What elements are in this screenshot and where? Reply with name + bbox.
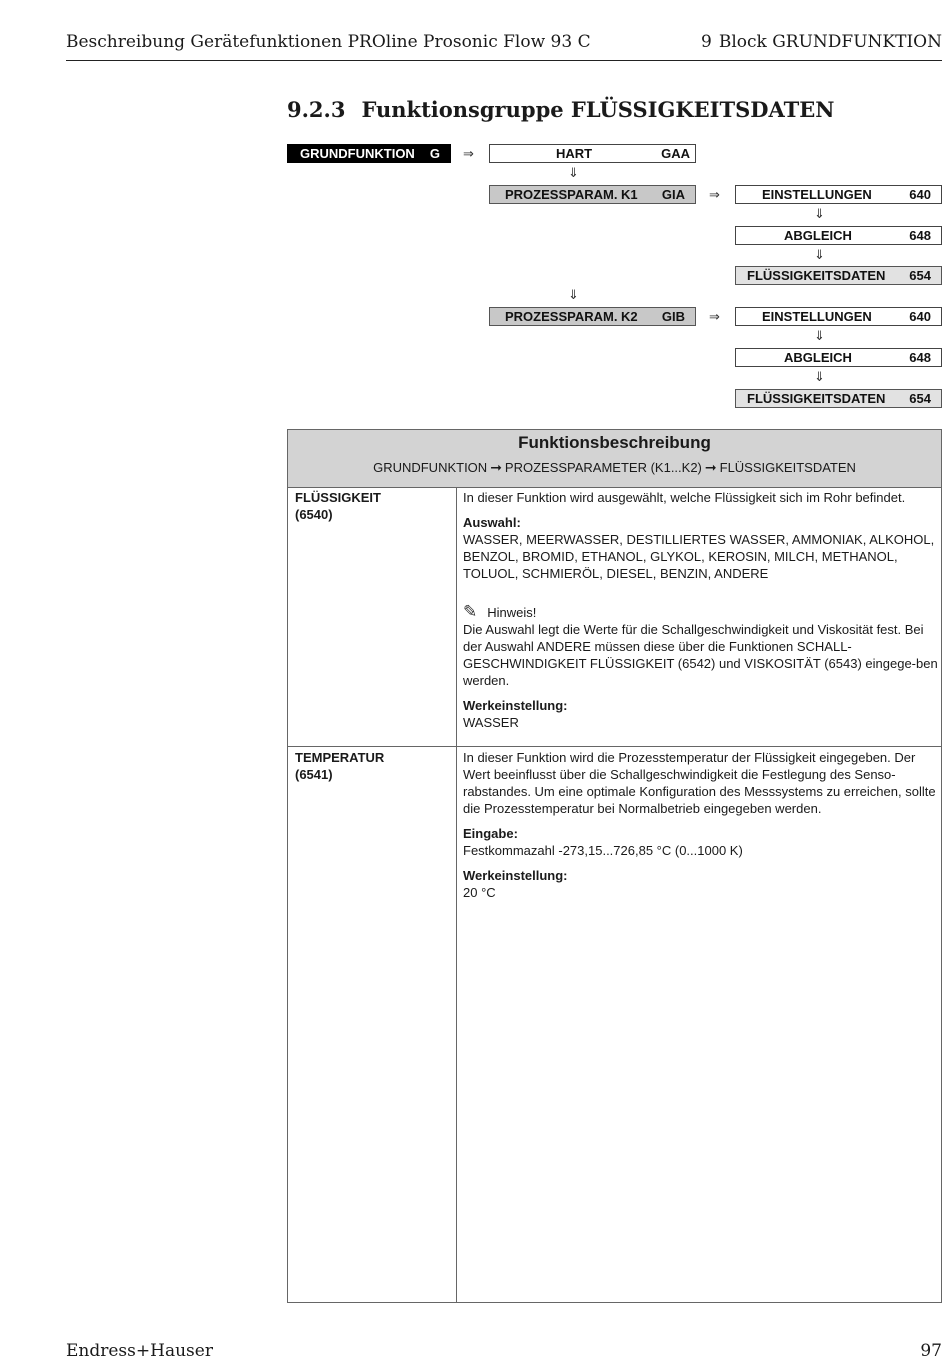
function-code: (6541) bbox=[295, 767, 333, 782]
footer-page-number: 97 bbox=[920, 1341, 942, 1361]
input-label: Eingabe: bbox=[463, 826, 518, 841]
diagram-box-k2-item bbox=[735, 389, 942, 408]
diagram-box-label: ABGLEICH bbox=[784, 228, 852, 243]
diagram-box-label: FLÜSSIGKEITSDATEN bbox=[747, 391, 886, 406]
section-heading bbox=[287, 97, 834, 122]
column-divider bbox=[456, 487, 457, 1302]
diagram-box-k2 bbox=[489, 307, 696, 326]
function-name: TEMPERATUR bbox=[295, 750, 385, 765]
hint-text: Die Auswahl legt die Werte für die Schallgeschwindigkeit und Viskosität fest. Bei der Auswahl ANDERE müssen diese über die Funktionen SCHALL-GESCHWINDIGKEIT FLÜSSIGKEIT (6542) und VISKOSITÄT (6543) eingege-ben werden. bbox=[463, 622, 938, 688]
diagram-box-k1 bbox=[489, 185, 696, 204]
path-segment: GRUNDFUNKTION bbox=[373, 460, 488, 475]
table-header bbox=[288, 430, 941, 488]
diagram-box-k1-item bbox=[735, 266, 942, 285]
arrow-down-icon: ⇓ bbox=[814, 370, 825, 385]
diagram-box-code: 648 bbox=[909, 350, 931, 365]
hint-heading bbox=[463, 604, 938, 621]
pencil-note-icon: ✎ bbox=[463, 602, 478, 622]
diagram-box-code: 654 bbox=[909, 268, 931, 283]
header-chapter bbox=[701, 32, 942, 52]
diagram-box-label: ABGLEICH bbox=[784, 350, 852, 365]
diagram-box-label: EINSTELLUNGEN bbox=[762, 187, 872, 202]
input-value: Festkommazahl -273,15...726,85 °C (0...1000 K) bbox=[463, 843, 743, 858]
diagram-box-code: 640 bbox=[909, 309, 931, 324]
options-label: Auswahl: bbox=[463, 515, 521, 530]
diagram-box-code: 654 bbox=[909, 391, 931, 406]
section-title: Funktionsgruppe FLÜSSIGKEITSDATEN bbox=[361, 97, 835, 122]
path-segment: FLÜSSIGKEITSDATEN bbox=[719, 460, 856, 475]
path-segment: PROZESSPARAMETER (K1...K2) bbox=[504, 460, 702, 475]
arrow-right-icon: ⇒ bbox=[463, 147, 474, 162]
diagram-box-label: PROZESSPARAM. K2 bbox=[505, 309, 638, 324]
section-number: 9.2.3 bbox=[287, 97, 346, 122]
default-value: WASSER bbox=[463, 715, 519, 730]
diagram-box-k1-item bbox=[735, 185, 942, 204]
function-description-temperatur bbox=[463, 749, 938, 909]
header-chapter-number: 9 bbox=[701, 32, 712, 52]
function-name-temperatur bbox=[295, 749, 384, 783]
header-document-title: Beschreibung Gerätefunktionen PROline Prosonic Flow 93 C bbox=[66, 32, 591, 52]
header-rule bbox=[66, 60, 942, 61]
arrow-down-icon: ⇓ bbox=[814, 207, 825, 222]
path-arrow-icon: ➞ bbox=[704, 459, 717, 475]
function-description-table bbox=[287, 429, 942, 1303]
diagram-box-label: PROZESSPARAM. K1 bbox=[505, 187, 638, 202]
arrow-right-icon: ⇒ bbox=[709, 310, 720, 325]
header-chapter-title: Block GRUNDFUNKTION bbox=[718, 32, 942, 52]
default-value: 20 °C bbox=[463, 885, 496, 900]
arrow-right-icon: ⇒ bbox=[709, 188, 720, 203]
function-code: (6540) bbox=[295, 507, 333, 522]
diagram-box-label: EINSTELLUNGEN bbox=[762, 309, 872, 324]
diagram-box-code: 648 bbox=[909, 228, 931, 243]
arrow-down-icon: ⇓ bbox=[814, 248, 825, 263]
diagram-box-k1-item bbox=[735, 226, 942, 245]
hint-label: Hinweis! bbox=[487, 605, 537, 620]
function-name: FLÜSSIGKEIT bbox=[295, 490, 381, 505]
arrow-down-icon: ⇓ bbox=[568, 166, 579, 181]
diagram-box-group bbox=[489, 144, 696, 163]
footer-brand: Endress+Hauser bbox=[66, 1341, 213, 1361]
diagram-box-code: GIA bbox=[661, 187, 685, 202]
diagram-box-label: FLÜSSIGKEITSDATEN bbox=[747, 268, 886, 283]
diagram-box-code: GAA bbox=[661, 146, 690, 161]
function-name-fluessigkeit bbox=[295, 489, 381, 523]
diagram-box-code: 640 bbox=[909, 187, 931, 202]
description-intro: In dieser Funktion wird ausgewählt, welche Flüssigkeit sich im Rohr befindet. bbox=[463, 490, 906, 505]
table-title: Funktionsbeschreibung bbox=[518, 433, 711, 452]
table-menu-path bbox=[288, 459, 941, 476]
diagram-box-k2-item bbox=[735, 307, 942, 326]
description-intro: In dieser Funktion wird die Prozesstemperatur der Flüssigkeit eingegeben. Der Wert beeinflusst über die Schallgeschwindigkeit die Festlegung des Senso-rabstandes. Um eine optimale Konfiguration des Messsystems zu erreichen, sollte die Prozesstemperatur bei Normalbetrieb eingegeben werden. bbox=[463, 750, 936, 816]
default-label: Werkeinstellung: bbox=[463, 868, 568, 883]
diagram-box-code: G bbox=[429, 146, 440, 161]
row-divider bbox=[288, 746, 941, 747]
diagram-box-label: HART bbox=[556, 146, 593, 161]
diagram-box-label: GRUNDFUNKTION bbox=[300, 146, 415, 161]
diagram-box-k2-item bbox=[735, 348, 942, 367]
path-arrow-icon: ➞ bbox=[490, 459, 502, 475]
default-label: Werkeinstellung: bbox=[463, 698, 568, 713]
function-description-fluessigkeit bbox=[463, 489, 938, 739]
arrow-down-icon: ⇓ bbox=[814, 329, 825, 344]
diagram-box-code: GIB bbox=[661, 309, 685, 324]
arrow-down-icon: ⇓ bbox=[568, 288, 579, 303]
options-list: WASSER, MEERWASSER, DESTILLIERTES WASSER, AMMONIAK, ALKOHOL, BENZOL, BROMID, ETHANOL, GLYKOL, KEROSIN, MILCH, METHANOL, TOLUOL, SCHMIERÖL, DIESEL, BENZIN, ANDERE bbox=[463, 532, 935, 581]
diagram-box-root bbox=[287, 144, 451, 163]
